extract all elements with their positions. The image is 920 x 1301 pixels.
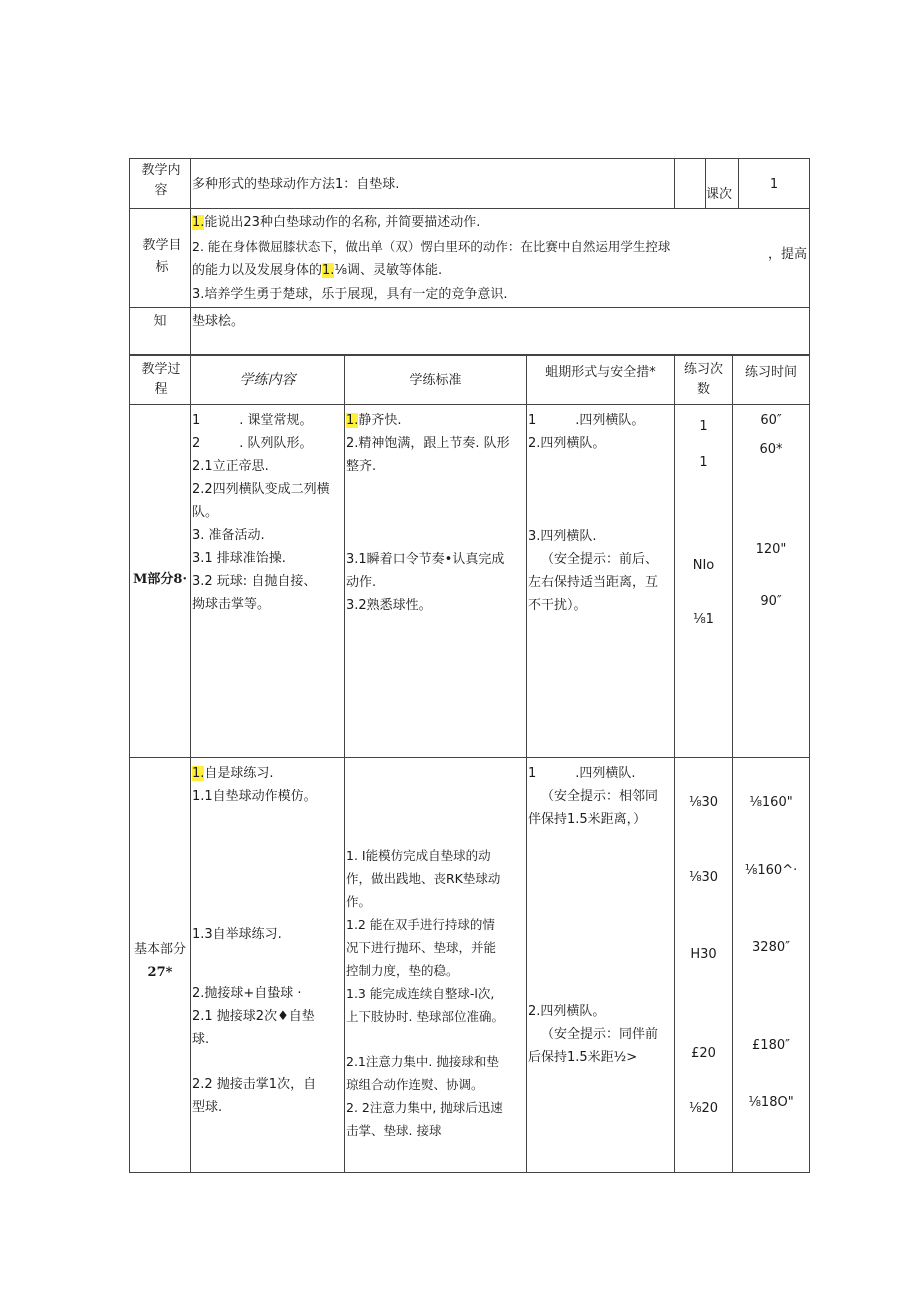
goal3-text: 3.培养学生勇于楚球，乐于展现，具有一定的竞争意识. — [192, 287, 508, 302]
header-standard: 学练标准 — [345, 356, 527, 405]
goal2-highlight: 1. — [322, 263, 335, 278]
row-teaching-content — [130, 159, 810, 209]
prep-org-line: 不干扰）。 — [528, 598, 587, 613]
basic-standard-line: 控制力度，垫的稳。 — [346, 963, 459, 978]
prep-count: 1 — [699, 455, 708, 470]
knowledge-cell — [191, 308, 810, 355]
basic-standard-line: 2.1注意力集中. 抛接球和垫 — [346, 1054, 499, 1069]
prep-time: 90″ — [760, 594, 782, 609]
basic-time: ⅛160" — [749, 795, 793, 810]
basic-content-line: 1.1自垫球动作模仿。 — [192, 789, 317, 804]
goal2-text-line2: 的能力以及发展身体的 — [192, 263, 323, 278]
lesson-spacer — [675, 159, 706, 208]
prep-org-line: （安全提示：前后、 — [528, 552, 659, 567]
prep-times — [733, 405, 810, 758]
basic-content-line: 球. — [192, 1032, 210, 1047]
basic-content-line: 2.抛接球+自蛰球 · — [192, 986, 302, 1001]
basic-section-label: 基本部分 27* — [130, 758, 191, 1173]
row-prep-section — [130, 405, 810, 758]
basic-content — [191, 758, 345, 1173]
prep-standard-line: 2.精神饱满，跟上节奏. 队形 — [346, 436, 510, 451]
lesson-plan-sheet — [129, 158, 809, 1173]
lesson-value: 1 — [769, 177, 779, 192]
basic-time: ⅛18O" — [748, 1095, 794, 1110]
goal1-number: 1. — [192, 215, 205, 230]
teaching-content-label: 教学内容 — [130, 159, 191, 209]
header-process: 教学过程 — [130, 356, 191, 405]
basic-standard-line: 1.2 能在双手进行持球的情 — [346, 917, 495, 932]
knowledge-label: 知 — [130, 308, 191, 355]
basic-content-line: 自是球练习. — [204, 766, 274, 781]
header-org: 蛆期形式与安全措* — [527, 356, 675, 405]
header-time: 练习时间 — [733, 356, 810, 405]
prep-standard — [345, 405, 527, 758]
header-count: 练习次数 — [675, 356, 733, 405]
prep-content-line: 1 . 课堂常规。 — [192, 413, 313, 428]
basic-content-line: 1.3自举球练习. — [192, 927, 282, 942]
basic-count: ⅛20 — [688, 1101, 719, 1116]
prep-time: 60″ — [760, 413, 782, 428]
basic-count: £20 — [691, 1046, 716, 1061]
basic-time: £180″ — [752, 1038, 790, 1053]
goal2-text: 2. 能在身体微屈膝状态下，做出单（双）愣白里环的动作：在比赛中自然运用学生控球 — [192, 239, 671, 254]
basic-standard-line: 1. I能模仿完成自垫球的动 — [346, 848, 491, 863]
basic-standard-line: 上下肢协时. 垫球部位准确。 — [346, 1009, 504, 1024]
basic-standard-line: 作。 — [346, 894, 372, 909]
prep-content-line: 3.1 排球准饴操. — [192, 551, 286, 566]
row-knowledge — [130, 308, 810, 355]
prep-standard-line: 静齐快. — [358, 413, 402, 428]
prep-content-line: 2.2四列横队变成二列横 — [192, 482, 330, 497]
basic-org-line: 伴保持1.5米距离，） — [528, 812, 647, 827]
basic-count: ⅛30 — [688, 795, 719, 810]
goal2-text-line2-end: ⅛调、灵敏等体能. — [334, 263, 443, 278]
basic-content-line: 2.2 抛接击掌1次，自 — [192, 1077, 317, 1092]
prep-content-line: 3. 准备活动. — [192, 528, 265, 543]
basic-org-line: 1 .四列横队. — [528, 766, 636, 781]
basic-org-line: （安全提示：同伴前 — [528, 1027, 659, 1042]
basic-counts — [675, 758, 733, 1173]
basic-org — [527, 758, 675, 1173]
prep-content-line: 2.1立正帝思. — [192, 459, 269, 474]
row-teaching-goals — [130, 209, 810, 308]
prep-standard-line: 3.1瞬着口令节奏•认真完成 — [346, 552, 505, 567]
basic-time: ⅛160^· — [744, 863, 798, 878]
basic-count: H30 — [690, 947, 717, 962]
prep-org-line: 2.四列横队。 — [528, 436, 606, 451]
prep-time: 120" — [755, 542, 787, 557]
basic-count: ⅛30 — [688, 870, 719, 885]
row-header — [130, 356, 810, 405]
basic-org-line: 2.四列横队。 — [528, 1004, 606, 1019]
teaching-content-cell — [191, 159, 675, 209]
basic-standard-line: 1.3 能完成连续自整球-l次, — [346, 986, 495, 1001]
basic-standard-line: 琼组合动作连熨、协调。 — [346, 1077, 484, 1092]
prep-section-label: M部分8· — [130, 405, 191, 758]
basic-standard-line: 2. 2注意力集中, 抛球后迅速 — [346, 1100, 503, 1115]
basic-content-line: 型球. — [192, 1100, 223, 1115]
lesson-count-cell — [675, 159, 810, 209]
basic-org-line: 后保持1.5米距½> — [528, 1050, 638, 1065]
prep-standard-line: 动作. — [346, 575, 377, 590]
prep-content-line: 队。 — [192, 505, 219, 520]
prep-count: ⅛1 — [693, 612, 714, 627]
knowledge-text: 垫球桧。 — [192, 314, 245, 329]
basic-standard-line: 况下进行抛环、垫球，并能 — [346, 940, 497, 955]
lesson-plan-table — [129, 158, 810, 1173]
teaching-goals-label: 教学目标 — [130, 209, 191, 308]
prep-content-line: 3.2 玩球: 自抛自接、 — [192, 574, 317, 589]
basic-standard-line: 击掌、垫球. 接球 — [346, 1123, 442, 1138]
prep-content-line: 2 . 队列队形。 — [192, 436, 313, 451]
prep-content-line: 拗球击掌等。 — [192, 597, 271, 612]
header-content: 学练内容 — [191, 356, 345, 405]
basic-time: 3280″ — [752, 940, 790, 955]
goal1-text: 能说出23种白垫球动作的名称, 并简要描述动作. — [204, 215, 481, 230]
prep-count: NIo — [692, 558, 715, 573]
prep-count: 1 — [699, 419, 708, 434]
prep-counts — [675, 405, 733, 758]
basic-content-line: 2.1 抛接球2次♦自垫 — [192, 1009, 315, 1024]
basic-standard-line: 作，做出践地、丧RK垫球动 — [346, 871, 501, 886]
prep-standard-line: 整齐. — [346, 459, 377, 474]
prep-standard-number: 1. — [346, 413, 359, 428]
prep-content — [191, 405, 345, 758]
lesson-label: 课次 — [706, 187, 733, 202]
goal2-tail: ，提高 — [768, 247, 808, 262]
prep-org-line: 1 .四列横队。 — [528, 413, 645, 428]
prep-time: 60* — [759, 442, 783, 457]
basic-standard — [345, 758, 527, 1173]
teaching-content-text: 多种形式的垫球动作方法1：自垫球. — [192, 177, 400, 192]
row-basic-section — [130, 758, 810, 1173]
teaching-goals-cell — [191, 209, 810, 308]
prep-standard-line: 3.2熟悉球性。 — [346, 598, 432, 613]
basic-times — [733, 758, 810, 1173]
prep-org — [527, 405, 675, 758]
basic-content-number: 1. — [192, 766, 205, 781]
prep-org-line: 3.四列横队. — [528, 529, 597, 544]
prep-org-line: 左右保持适当距离，互 — [528, 575, 659, 590]
basic-org-line: （安全提示：相邻同 — [528, 789, 659, 804]
